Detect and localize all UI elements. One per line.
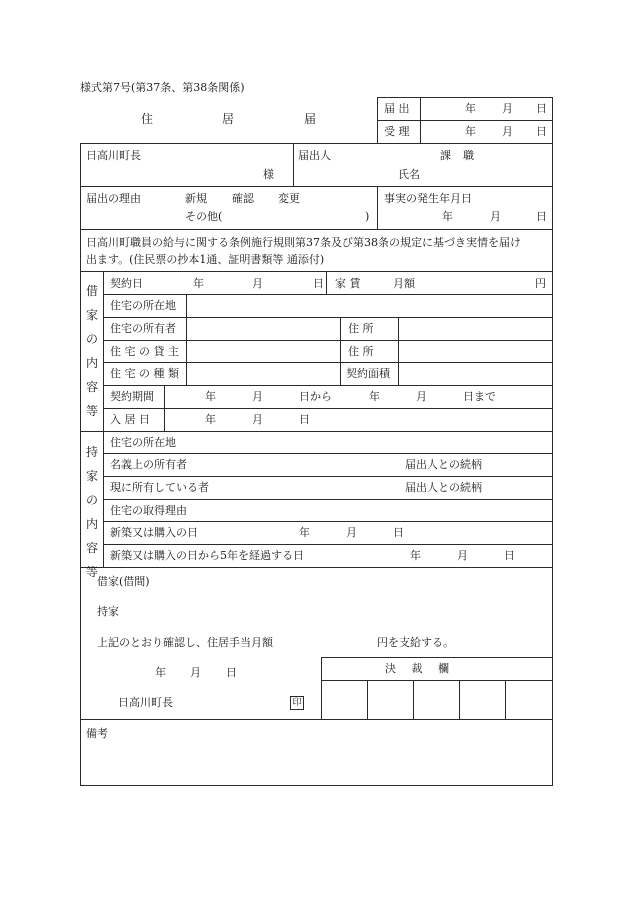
decision-year: 年 xyxy=(155,666,166,679)
owner-label: 住宅の所有者 xyxy=(110,322,176,335)
submit-year: 年 xyxy=(465,102,476,115)
movein-year: 年 xyxy=(205,413,216,426)
monthly-label: 月額 xyxy=(393,277,415,290)
section-label: 課 xyxy=(440,149,451,162)
reason-confirm[interactable]: 確認 xyxy=(232,192,254,205)
period-start-month: 月 xyxy=(252,390,263,403)
built-year: 年 xyxy=(299,526,310,539)
submit-day: 日 xyxy=(536,102,547,115)
period-until: 日まで xyxy=(463,390,496,403)
remarks-label: 備考 xyxy=(86,727,108,740)
title-char-1: 住 xyxy=(141,112,154,126)
reason-other[interactable]: その他( xyxy=(185,210,223,223)
house-type-label: 住 宅 の 種 類 xyxy=(110,367,179,380)
period-end-year: 年 xyxy=(369,390,380,403)
yen-label: 円 xyxy=(535,277,546,290)
accept-month: 月 xyxy=(502,125,513,138)
nominal-relation-label: 届出人との続柄 xyxy=(405,458,482,471)
accept-label: 受 理 xyxy=(384,125,410,138)
title-char-2: 居 xyxy=(222,112,235,126)
movein-day: 日 xyxy=(299,413,310,426)
post-label: 職 xyxy=(463,149,474,162)
five-years-month: 月 xyxy=(457,549,468,562)
accept-day: 日 xyxy=(536,125,547,138)
office-head: 日高川町長 xyxy=(86,149,141,162)
contract-month: 月 xyxy=(252,277,263,290)
confirm-text: 上記のとおり確認し、住居手当月額 xyxy=(97,636,273,649)
approver-label: 日高川町長 xyxy=(118,696,173,709)
owned-location-label: 住宅の所在地 xyxy=(110,436,176,449)
occurrence-year: 年 xyxy=(442,210,453,223)
current-relation-label: 届出人との続柄 xyxy=(405,481,482,494)
title-char-3: 届 xyxy=(304,112,317,126)
reason-other-close: ) xyxy=(365,210,370,223)
owned-section-label: 持 家 の 内 容 等 xyxy=(85,445,98,579)
submit-month: 月 xyxy=(502,102,513,115)
built-label: 新築又は購入の日 xyxy=(110,526,198,539)
seal-stamp: 印 xyxy=(290,696,304,710)
accept-year: 年 xyxy=(465,125,476,138)
nominal-owner-label: 名義上の所有者 xyxy=(110,458,187,471)
built-month: 月 xyxy=(346,526,357,539)
contract-year: 年 xyxy=(193,277,204,290)
contract-day: 日 xyxy=(313,277,324,290)
notice-line-2: 出ます。(住民票の抄本1通、証明書類等 通添付) xyxy=(86,253,325,266)
current-owner-label: 現に所有している者 xyxy=(110,481,209,494)
name-label: 氏名 xyxy=(398,168,420,181)
rent-label: 家 賃 xyxy=(335,277,361,290)
contract-period-label: 契約期間 xyxy=(110,390,154,403)
contract-area-label: 契約面積 xyxy=(346,367,390,380)
period-start-year: 年 xyxy=(205,390,216,403)
decision-month: 月 xyxy=(190,666,201,679)
notice-line-1: 日高川町職員の給与に関する条例施行規則第37条及び第38条の規定に基づき実情を届け xyxy=(86,236,521,249)
built-day: 日 xyxy=(393,526,404,539)
decision-owned-label: 持家 xyxy=(97,605,119,618)
decision-rental-label: 借家(借間) xyxy=(97,575,150,588)
form-number-label: 様式第7号(第37条、第38条関係) xyxy=(80,81,245,94)
five-years-year: 年 xyxy=(410,549,421,562)
contract-date-label: 契約日 xyxy=(110,277,143,290)
decision-day: 日 xyxy=(226,666,237,679)
rental-section-label: 借 家 の 内 容 等 xyxy=(85,284,98,418)
movein-label: 入 居 日 xyxy=(110,413,150,426)
lender-label: 住 宅 の 貸 主 xyxy=(110,345,179,358)
occurrence-month: 月 xyxy=(490,210,501,223)
reason-change[interactable]: 変更 xyxy=(278,192,300,205)
occurrence-label: 事実の発生年月日 xyxy=(384,192,472,205)
approval-title: 決 裁 欄 xyxy=(385,662,455,675)
acquisition-label: 住宅の取得理由 xyxy=(110,504,187,517)
reason-label: 届出の理由 xyxy=(86,192,141,205)
rental-location-label: 住宅の所在地 xyxy=(110,299,176,312)
applicant-label: 届出人 xyxy=(298,149,331,162)
period-from: 日から xyxy=(299,390,332,403)
reason-new[interactable]: 新規 xyxy=(185,192,207,205)
period-end-month: 月 xyxy=(416,390,427,403)
five-years-day: 日 xyxy=(504,549,515,562)
pay-text: 円を支給する。 xyxy=(377,636,454,649)
owner-address-label: 住 所 xyxy=(348,322,374,335)
movein-month: 月 xyxy=(252,413,263,426)
five-years-label: 新築又は購入の日から5年を経過する日 xyxy=(110,549,304,562)
occurrence-day: 日 xyxy=(536,210,547,223)
lender-address-label: 住 所 xyxy=(348,345,374,358)
honorific: 様 xyxy=(263,168,274,181)
submit-label: 届 出 xyxy=(384,102,410,115)
